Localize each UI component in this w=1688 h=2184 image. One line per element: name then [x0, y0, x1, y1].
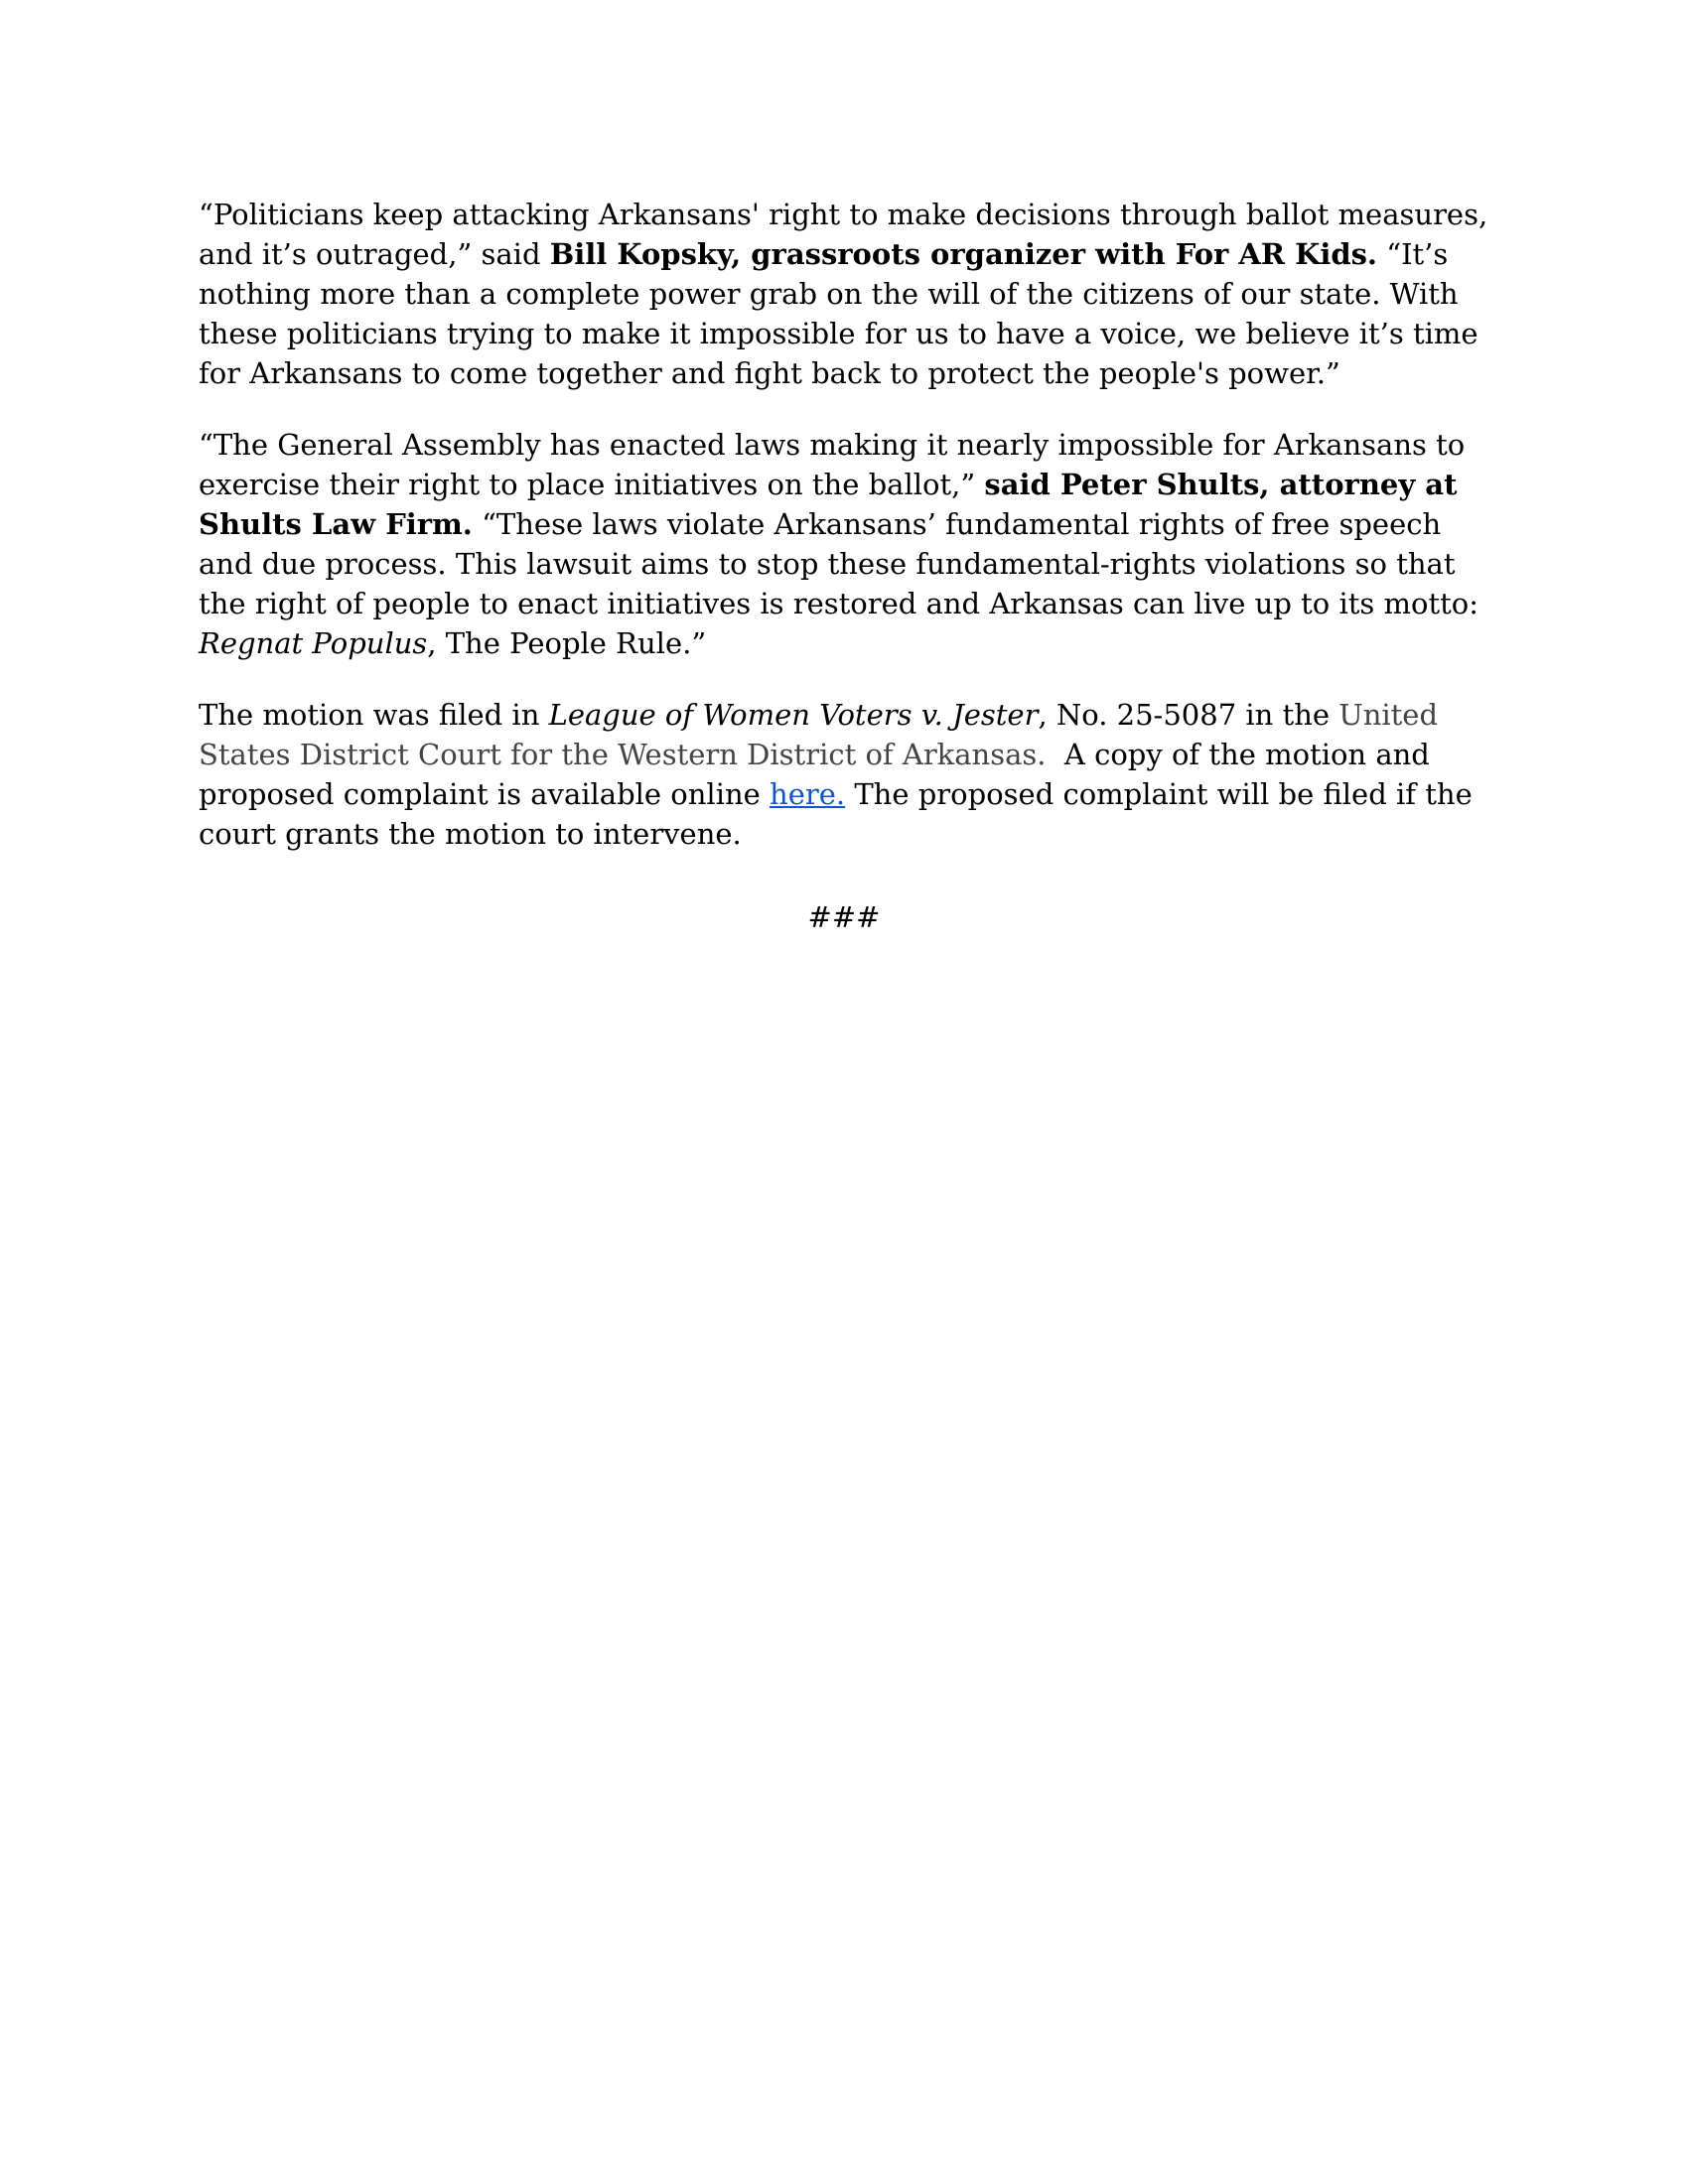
shults-quote-end: , The People Rule.”	[427, 626, 707, 660]
kopsky-attribution: Bill Kopsky, grassroots organizer with For AR Kids.	[549, 237, 1378, 271]
case-number: , No. 25-5087 in the	[1038, 698, 1339, 732]
end-of-release-mark: ###	[807, 900, 881, 934]
court-name: United States District Court for the Western District of Arkansas.	[199, 698, 1439, 771]
kopsky-quote-open: “Politicians keep attacking Arkansans' right to make decisions through ballot measures, and it’s outraged,” said	[199, 198, 1488, 271]
state-motto: Regnat Populus	[199, 626, 428, 660]
closing-text: The proposed complaint will be filed if the court grants the motion to intervene.	[199, 777, 1473, 851]
kopsky-quote-paragraph	[199, 195, 1489, 393]
filing-details-paragraph	[199, 695, 1489, 854]
document-body	[199, 195, 1489, 937]
availability-text: A copy of the motion and proposed complaint is available online	[199, 738, 1440, 811]
shults-quote-open: “The General Assembly has enacted laws making it nearly impossible for Arkansans to exercise their right to place initiatives on the ballot,”	[199, 428, 1466, 501]
shults-quote-mid: “These laws violate Arkansans’ fundamental rights of free speech and due process. This lawsuit aims to stop these fundamental-rights violations so that the right of people to enact initiatives is restored and Arkansas can live up to its motto:	[199, 507, 1478, 620]
motion-link[interactable]: here.	[770, 777, 846, 811]
filing-lead: The motion was filed in	[199, 698, 549, 732]
shults-quote-paragraph	[199, 425, 1489, 663]
shults-attribution: said Peter Shults, attorney at Shults Law Firm.	[199, 468, 1458, 541]
kopsky-quote-rest: “It’s nothing more than a complete power grab on the will of the citizens of our state. With these politicians trying to make it impossible for us to have a voice, we believe it’s time for Arkansans to come together and fight back to protect the people's power.”	[199, 237, 1478, 390]
case-name: League of Women Voters v. Jester	[548, 698, 1039, 732]
